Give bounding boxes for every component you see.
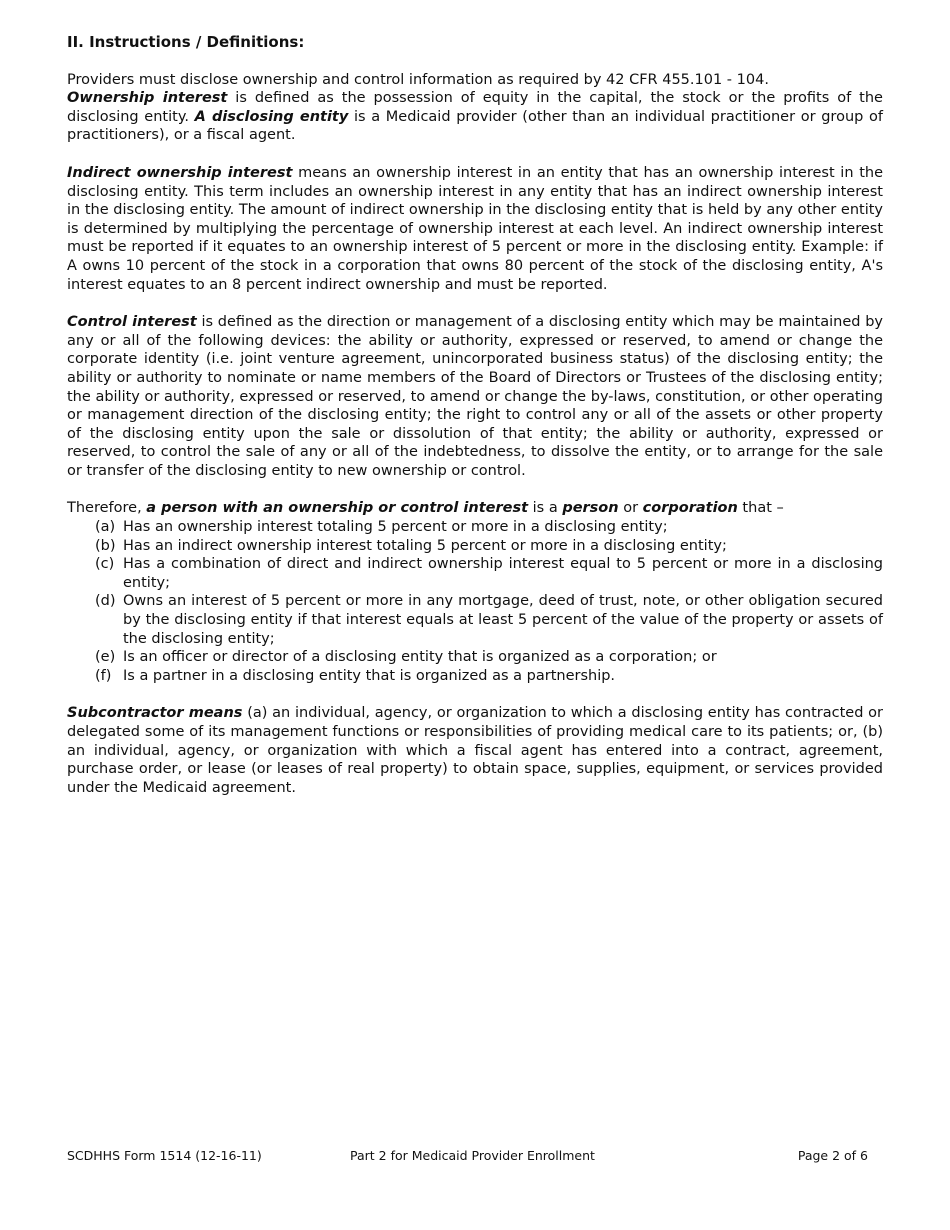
indirect-ownership-term: Indirect ownership interest: [67, 164, 293, 181]
therefore-paragraph: [67, 499, 883, 518]
list-marker: (b): [95, 537, 116, 554]
section-heading: II. Instructions / Definitions:: [67, 33, 305, 51]
person-term: person: [562, 500, 619, 517]
list-item: [95, 555, 883, 592]
list-marker: (e): [95, 649, 116, 666]
list-item: [95, 667, 883, 686]
list-item-text: Has an ownership interest totaling 5 percent or more in a disclosing entity;: [123, 519, 668, 536]
subcontractor-text: (a) an individual, agency, or organization to which a disclosing entity has contracted or delegated some of its management functions or responsibilities of providing medical care to its patients; or, (b) an individual, agency, or organization with which a fiscal agent has entered into a contract, agreement, purchase order, or lease (or leases of real property) to obtain space, supplies, equipment, or services provided under the Medicaid agreement.: [67, 705, 883, 796]
list-marker: (c): [95, 556, 115, 573]
document-page: [67, 33, 883, 797]
list-marker: (f): [95, 667, 112, 684]
list-item-text: Is a partner in a disclosing entity that is organized as a partnership.: [123, 667, 616, 684]
criteria-list: [67, 518, 883, 685]
footer-part-label: Part 2 for Medicaid Provider Enrollment: [350, 1148, 595, 1163]
list-marker: (a): [95, 519, 116, 536]
control-interest-paragraph: [67, 313, 883, 480]
disclosing-entity-term: A disclosing entity: [194, 108, 349, 125]
list-item: [95, 592, 883, 648]
therefore-tail: that –: [737, 500, 784, 517]
list-marker: (d): [95, 593, 116, 610]
footer-form-id: SCDHHS Form 1514 (12-16-11): [67, 1148, 262, 1163]
person-with-interest-term: a person with an ownership or control interest: [146, 500, 529, 517]
list-item: [95, 518, 883, 537]
disclosing-entity-text: is a Medicaid provider (other than an individual practitioner or group of practitioners), or a fiscal agent.: [67, 108, 883, 144]
list-item-text: Is an officer or director of a disclosing entity that is organized as a corporation; or: [123, 649, 717, 666]
list-item-text: Has a combination of direct and indirect ownership interest equal to 5 percent or more in a disclosing entity;: [123, 556, 883, 591]
indirect-ownership-text: means an ownership interest in an entity that has an ownership interest in the disclosing entity. This term includes an ownership interest in any entity that has an indirect ownership interest in the disclosing entity. The amount of indirect ownership in the disclosing entity that is held by any other entity is determined by multiplying the percentage of ownership interest at each level. An indirect ownership interest must be reported if it equates to an ownership interest of 5 percent or more in the disclosing entity. Example: if A owns 10 percent of the stock in a corporation that owns 80 percent of the stock of the disclosing entity, A's interest equates to an 8 percent indirect ownership and must be reported.: [67, 164, 883, 293]
footer-page-number: Page 2 of 6: [797, 1148, 868, 1163]
therefore-is-a: is a: [528, 500, 563, 517]
list-item-text: Owns an interest of 5 percent or more in any mortgage, deed of trust, note, or other obligation secured by the disclosing entity if that interest equals at least 5 percent of the value of the property or assets of the disclosing entity;: [123, 593, 883, 647]
list-item: [95, 648, 883, 667]
therefore-or: or: [618, 500, 643, 517]
corporation-term: corporation: [642, 500, 738, 517]
list-item-text: Has an indirect ownership interest totaling 5 percent or more in a disclosing entity;: [123, 537, 727, 554]
ownership-interest-text: is defined as the possession of equity in the capital, the stock or the profits of the disclosing entity.: [67, 90, 883, 125]
indirect-ownership-paragraph: [67, 164, 883, 294]
subcontractor-paragraph: [67, 704, 883, 797]
control-interest-term: Control interest: [67, 314, 197, 331]
control-interest-text: is defined as the direction or management of a disclosing entity which may be maintained by any or all of the following devices: the ability or authority, expressed or reserved, to amend or change the corporate identity (i.e. joint venture agreement, unincorporated business status) of the disclosing entity; the ability or authority to nominate or name members of the Board of Directors or Trustees of the disclosing entity; the ability or authority, expressed or reserved, to amend or change the by-laws, constitution, or other operating or management direction of the disclosing entity; the right to control any or all of the assets or other property of the disclosing entity upon the sale or dissolution of that entity; the ability or authority, expressed or reserved, to control the sale of any or all of the indebtedness, to dissolve the entity, or to arrange for the sale or transfer of the disclosing entity to new ownership or control.: [67, 314, 884, 479]
therefore-lead: Therefore,: [67, 500, 147, 517]
subcontractor-term: Subcontractor means: [67, 705, 243, 722]
list-item: [95, 537, 883, 556]
ownership-interest-term: Ownership interest: [67, 90, 228, 107]
intro-text: Providers must disclose ownership and control information as required by 42 CFR 455.101 - 104.: [67, 71, 769, 88]
intro-paragraph: [67, 71, 883, 90]
ownership-interest-paragraph: [67, 89, 883, 145]
